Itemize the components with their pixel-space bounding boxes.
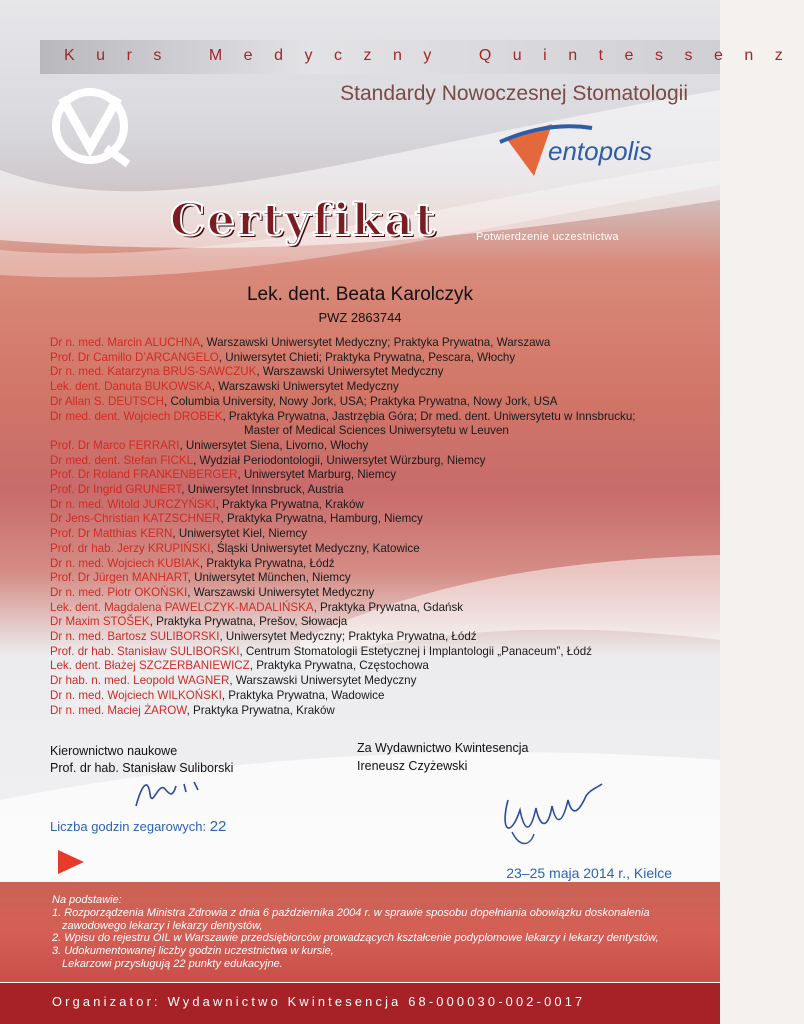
recipient-pwz: PWZ 2863744	[318, 310, 402, 325]
lecturer-row	[50, 454, 700, 469]
lecturer-row	[50, 380, 700, 395]
signature-publisher	[490, 770, 620, 850]
lecturer-affiliation: , Uniwersytet Marburg, Niemcy	[237, 468, 396, 482]
lecturer-affiliation: , Warszawski Uniwersytet Medyczny	[256, 365, 444, 379]
lecturer-row	[50, 615, 700, 630]
lecturer-row	[50, 674, 700, 689]
lecturer-surname: JURCZYŃSKI	[142, 497, 216, 511]
lecturer-surname: MANHART	[131, 571, 188, 585]
lecturer-affiliation: , Praktyka Prywatna, Częstochowa	[249, 659, 429, 673]
lecturer-row	[50, 645, 700, 660]
lecturer-row	[50, 395, 700, 410]
lecturer-affiliation: , Columbia University, Nowy Jork, USA; Praktyka Prywatna, Nowy Jork, USA	[164, 394, 558, 408]
lecturer-title: Lek. dent. Magdalena	[50, 600, 165, 614]
recipient-name: Lek. dent. Beata Karolczyk	[246, 284, 473, 305]
lecturer-title: Prof. dr hab. Jerzy	[50, 541, 148, 555]
lecturer-title: Dr Maxim	[50, 615, 103, 629]
hours-line	[50, 818, 226, 835]
lecturer-title: Dr Allan S.	[50, 394, 108, 408]
lecturer-affiliation: , Warszawski Uniwersytet Medyczny	[187, 585, 375, 599]
legal-basis-heading: Na podstawie:	[52, 894, 122, 906]
lecturer-surname: ALUCHNA	[144, 336, 201, 349]
lecturer-surname: BRUS-SAWCZUK	[162, 365, 257, 379]
lecturer-surname: DROBEK	[173, 409, 223, 423]
lecturer-affiliation: , Uniwersytet München, Niemcy	[187, 571, 351, 585]
lecturer-title: Prof. Dr Roland	[50, 468, 134, 482]
lecturer-title: Dr n. med. Wojciech	[50, 688, 158, 702]
lecturer-affiliation: , Praktyka Prywatna, Jastrzębia Góra; Dr med. dent. Uniwersytetu w Innsbrucku;	[222, 409, 636, 423]
lecturer-affiliation: , Praktyka Prywatna, Kraków	[215, 497, 364, 511]
lecturer-title: Lek. dent. Danuta	[50, 380, 145, 394]
lecturer-title: Prof. Dr Ingrid	[50, 483, 126, 497]
footer-organizer: Organizator: Wydawnictwo Kwintesencja 68-000030-002-0017	[52, 994, 586, 1009]
lecturer-affiliation: , Warszawski Uniwersytet Medyczny; Praktyka Prywatna, Warszawa	[200, 336, 551, 349]
hours-label: Liczba godzin zegarowych:	[50, 819, 210, 834]
lecturer-affiliation: , Warszawski Uniwersytet Medyczny	[229, 674, 417, 688]
lecturer-affiliation: , Śląski Uniwersytet Medyczny, Katowice	[210, 541, 420, 555]
signature-lead	[128, 774, 218, 814]
lecturer-row	[50, 439, 700, 454]
lecturer-surname: PAWELCZYK-MADALIŃSKA	[164, 600, 314, 614]
lecturer-surname: OKOŃSKI	[134, 585, 188, 599]
lecturer-row	[50, 586, 700, 601]
lecturer-title: Prof. Dr Jürgen	[50, 571, 132, 585]
lecturer-surname: ŻAROW	[144, 703, 187, 717]
lecturer-affiliation: , Uniwersytet Chieti; Praktyka Prywatna, Pescara, Włochy	[218, 350, 516, 364]
lecturer-title: Dr Jens-Christian	[50, 512, 143, 526]
lecturer-surname: D’ARCANGELO	[135, 350, 219, 364]
quintessenz-logo	[48, 86, 134, 166]
legal-basis-line: zawodowego lekarzy i lekarzy dentystów,	[62, 919, 263, 932]
publisher-label: Za Wydawnictwo Kwintesencja	[357, 741, 529, 755]
lecturer-affiliation: , Uniwersytet Innsbruck, Austria	[181, 483, 344, 497]
lecturer-title: Dr n. med. Wojciech	[50, 556, 158, 570]
lecturer-surname: WILKOŃSKI	[157, 688, 222, 702]
lecturer-title: Dr n. med. Bartosz	[50, 630, 150, 644]
lecturer-row	[50, 557, 700, 572]
lecturer-affiliation: , Centrum Stomatologii Estetycznej i Implantologii „Panaceum”, Łódź	[239, 644, 592, 658]
lecturer-affiliation: , Praktyka Prywatna, Prešov, Słowacja	[149, 615, 348, 629]
lecturer-row	[50, 424, 700, 439]
scientific-lead-name: Prof. dr hab. Stanisław Suliborski	[50, 761, 234, 775]
lecturer-affiliation: , Praktyka Prywatna, Gdańsk	[313, 600, 464, 614]
lecturer-title: Dr med. dent. Wojciech	[50, 409, 174, 423]
lecturer-row	[50, 527, 700, 542]
lecturer-row	[50, 365, 700, 380]
lecturer-surname: DEUTSCH	[108, 394, 165, 408]
lecturer-title: Dr med. dent. Stefan	[50, 453, 161, 467]
lecturer-title: Dr n. med. Marcin	[50, 336, 145, 349]
lecturer-row	[50, 659, 700, 674]
lecturer-title: Dr n. med. Witold	[50, 497, 143, 511]
lecturer-affiliation: Master of Medical Sciences Uniwersytetu w Leuven	[244, 424, 509, 438]
lecturer-row	[50, 512, 700, 527]
lecturer-affiliation: , Uniwersytet Kiel, Niemcy	[172, 527, 308, 541]
lecturer-surname: FRANKENBERGER	[133, 468, 238, 482]
lecturer-affiliation: , Praktyka Prywatna, Łódź	[199, 556, 335, 570]
lecturer-affiliation: , Praktyka Prywatna, Hamburg, Niemcy	[220, 512, 423, 526]
lecturer-title: Dr n. med. Katarzyna	[50, 365, 163, 379]
lecturer-surname: FERRARI	[128, 438, 180, 452]
lecturer-title: Prof. Dr Marco	[50, 438, 129, 452]
lecturer-affiliation: , Praktyka Prywatna, Wadowice	[221, 688, 385, 702]
certificate-subtitle: Potwierdzenie uczestnictwa	[476, 231, 619, 243]
lecturer-surname: KUBIAK	[157, 556, 200, 570]
legal-basis-line: Lekarzowi przysługują 22 punkty edukacyjne.	[62, 957, 283, 970]
lecturer-row	[50, 704, 700, 719]
dentopolis-wordmark: entopolis	[548, 136, 653, 166]
lecturer-list	[50, 336, 700, 718]
lecturer-affiliation: , Uniwersytet Siena, Livorno, Włochy	[179, 438, 369, 452]
lecturer-surname: WAGNER	[177, 674, 230, 688]
lecturer-surname: KATZSCHNER	[142, 512, 221, 526]
play-arrow-icon	[56, 848, 86, 876]
lecturer-surname: GRUNERT	[125, 483, 182, 497]
lecturer-title: Dr n. med. Maciej	[50, 703, 145, 717]
lecturer-affiliation: , Praktyka Prywatna, Kraków	[186, 703, 335, 717]
lecturer-surname: SZCZERBANIEWICZ	[138, 659, 250, 673]
lecturer-surname: FICKL	[160, 453, 194, 467]
lecturer-title: Prof. dr hab. Stanisław	[50, 644, 170, 658]
lecturer-title: Prof. Dr Matthias	[50, 527, 141, 541]
lecturer-row	[50, 483, 700, 498]
lecturer-title: Lek. dent. Błażej	[50, 659, 139, 673]
lecturer-row	[50, 498, 700, 513]
certificate-title: Certyfikat	[170, 195, 438, 246]
lecturer-row	[50, 336, 700, 351]
course-date: 23–25 maja 2014 r., Kielce	[506, 865, 672, 881]
lecturer-surname: KRUPIŃSKI	[147, 541, 211, 555]
lecturer-row	[50, 542, 700, 557]
lecturer-title: Dr hab. n. med. Leopold	[50, 674, 178, 688]
lecturer-affiliation: , Warszawski Uniwersytet Medyczny	[211, 380, 399, 394]
legal-basis-line: 1. Rozporządzenia Ministra Zdrowia z dnia 6 października 2004 r. w sprawie sposobu dopełniania obowiązku doskonalenia	[52, 906, 650, 919]
lecturer-affiliation: , Wydział Periodontologii, Uniwersytet Würzburg, Niemcy	[193, 453, 486, 467]
lecturer-row	[50, 571, 700, 586]
course-subtitle: Standardy Nowoczesnej Stomatologii	[340, 82, 688, 105]
lecturer-row	[50, 630, 700, 645]
lecturer-row	[50, 351, 700, 366]
lecturer-row	[50, 468, 700, 483]
legal-basis	[52, 894, 692, 971]
lecturer-title: Dr n. med. Piotr	[50, 585, 135, 599]
lecturer-affiliation: , Uniwersytet Medyczny; Praktyka Prywatna, Łódź	[219, 630, 477, 644]
legal-basis-line: 2. Wpisu do rejestru OIL w Warszawie przedsiębiorców prowadzących kształcenie podyplomowe lekarzy i lekarzy dentystów,	[52, 932, 659, 945]
legal-basis-line: 3. Udokumentowanej liczby godzin uczestnictwa w kursie,	[52, 945, 334, 958]
lecturer-surname: BUKOWSKA	[144, 380, 212, 394]
lecturer-row	[50, 601, 700, 616]
lecturer-surname: KERN	[140, 527, 173, 541]
lecturer-title: Prof. Dr Camillo	[50, 350, 136, 364]
lecturer-row	[50, 410, 700, 425]
lecturer-row	[50, 689, 700, 704]
lecturer-surname: SULIBORSKI	[169, 644, 240, 658]
course-name: Kurs Medyczny Quintessenz	[64, 47, 804, 64]
lecturer-surname: STOŠEK	[102, 615, 150, 629]
scientific-lead-label: Kierownictwo naukowe	[50, 744, 178, 758]
lecturer-surname: SULIBORSKI	[149, 630, 220, 644]
hours-value: 22	[209, 818, 227, 835]
publisher-name: Ireneusz Czyżewski	[357, 759, 468, 773]
